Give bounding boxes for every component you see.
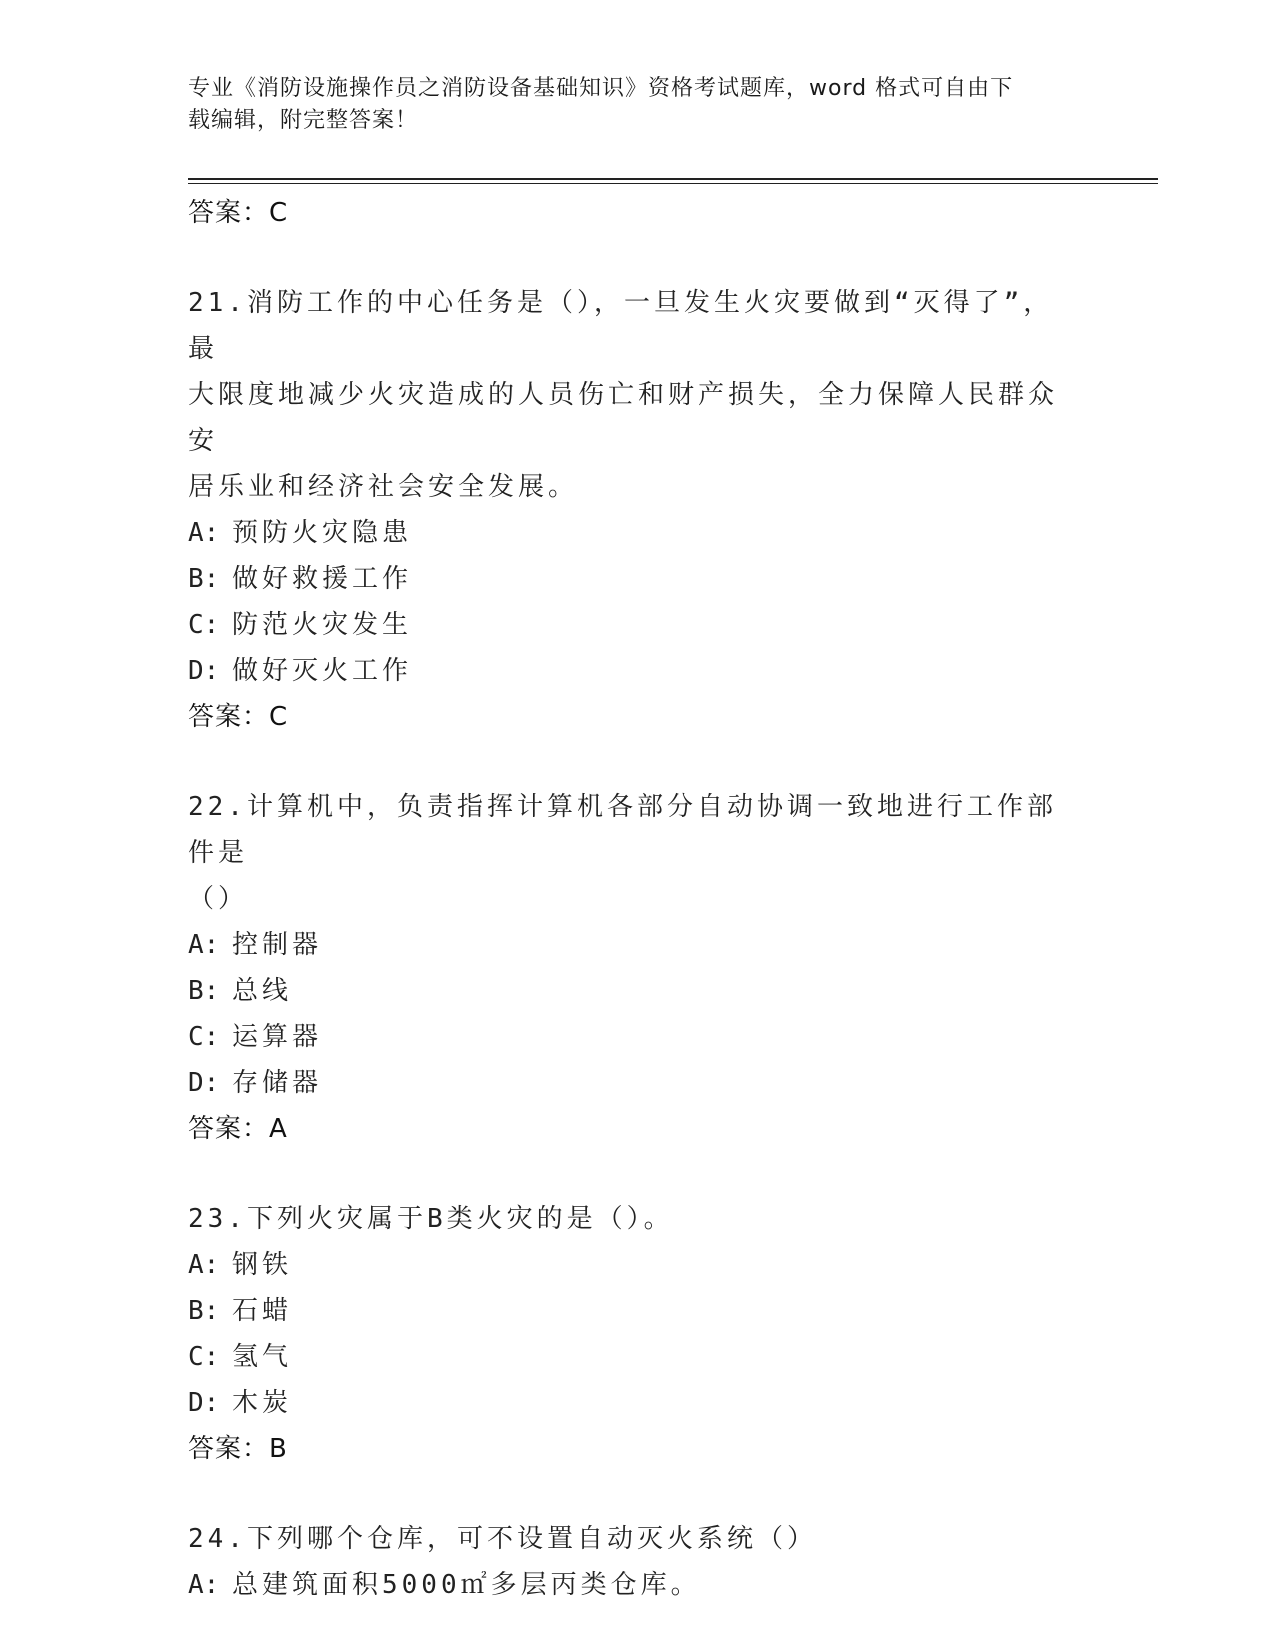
option-a (188, 1242, 1078, 1288)
header-divider-thin (188, 183, 1158, 184)
option-letter: C: (188, 610, 220, 640)
spacer (188, 740, 1078, 784)
option-d (188, 1380, 1078, 1426)
option-letter: B: (188, 564, 220, 594)
header-divider-thick (188, 178, 1158, 180)
spacer (188, 236, 1078, 280)
header-line-1: 专业《消防设施操作员之消防设备基础知识》资格考试题库，word 格式可自由下 (188, 76, 1014, 101)
previous-answer: 答案：C (188, 198, 289, 228)
option-a (188, 510, 1078, 556)
option-text: 预防火灾隐患 (232, 518, 413, 548)
option-letter: C: (188, 1342, 220, 1372)
spacer (188, 1152, 1078, 1196)
option-b (188, 1288, 1078, 1334)
answer-line: 答案：A (188, 1114, 288, 1144)
question-block (188, 1196, 1078, 1472)
option-d (188, 1060, 1078, 1106)
answer-line: 答案：B (188, 1434, 288, 1464)
question-text: 22.计算机中，负责指挥计算机各部分自动协调一致地进行工作部件是 (188, 792, 1057, 868)
option-c (188, 1334, 1078, 1380)
option-letter: A: (188, 1250, 220, 1280)
option-d (188, 648, 1078, 694)
question-block (188, 784, 1078, 1152)
question-text: 24.下列哪个仓库，可不设置自动灭火系统（） (188, 1524, 817, 1554)
spacer (188, 1472, 1078, 1516)
option-letter: D: (188, 1388, 220, 1418)
option-c (188, 602, 1078, 648)
option-a (188, 922, 1078, 968)
document-header (188, 73, 1068, 137)
question-text: 居乐业和经济社会安全发展。 (188, 472, 579, 502)
option-a (188, 1562, 1078, 1608)
option-text: 石蜡 (232, 1296, 293, 1326)
option-text: 氢气 (232, 1342, 293, 1372)
question-text: 大限度地减少火灾造成的人员伤亡和财产损失，全力保障人民群众安 (188, 380, 1059, 456)
option-text: 钢铁 (232, 1250, 293, 1280)
option-text: 总建筑面积5000㎡多层丙类仓库。 (232, 1570, 701, 1600)
option-letter: A: (188, 930, 220, 960)
question-text: 21.消防工作的中心任务是（），一旦发生火灾要做到“灭得了”，最 (188, 288, 1054, 364)
option-c (188, 1014, 1078, 1060)
option-text: 做好灭火工作 (232, 656, 413, 686)
option-b (188, 968, 1078, 1014)
option-letter: D: (188, 656, 220, 686)
option-letter: B: (188, 1296, 220, 1326)
option-letter: A: (188, 518, 220, 548)
option-text: 运算器 (232, 1022, 323, 1052)
option-text: 总线 (232, 976, 293, 1006)
option-letter: A: (188, 1570, 220, 1600)
option-text: 控制器 (232, 930, 323, 960)
answer-line: 答案：C (188, 702, 289, 732)
question-text: （） (188, 884, 249, 914)
question-list (188, 190, 1078, 1608)
option-text: 做好救援工作 (232, 564, 413, 594)
option-letter: D: (188, 1068, 220, 1098)
option-letter: C: (188, 1022, 220, 1052)
question-text: 23.下列火灾属于B类火灾的是（）。 (188, 1204, 674, 1234)
option-letter: B: (188, 976, 220, 1006)
question-block (188, 280, 1078, 740)
header-line-2: 载编辑，附完整答案！ (188, 108, 419, 133)
option-text: 木炭 (232, 1388, 293, 1418)
question-block (188, 1516, 1078, 1608)
option-b (188, 556, 1078, 602)
option-text: 存储器 (232, 1068, 323, 1098)
option-text: 防范火灾发生 (232, 610, 413, 640)
